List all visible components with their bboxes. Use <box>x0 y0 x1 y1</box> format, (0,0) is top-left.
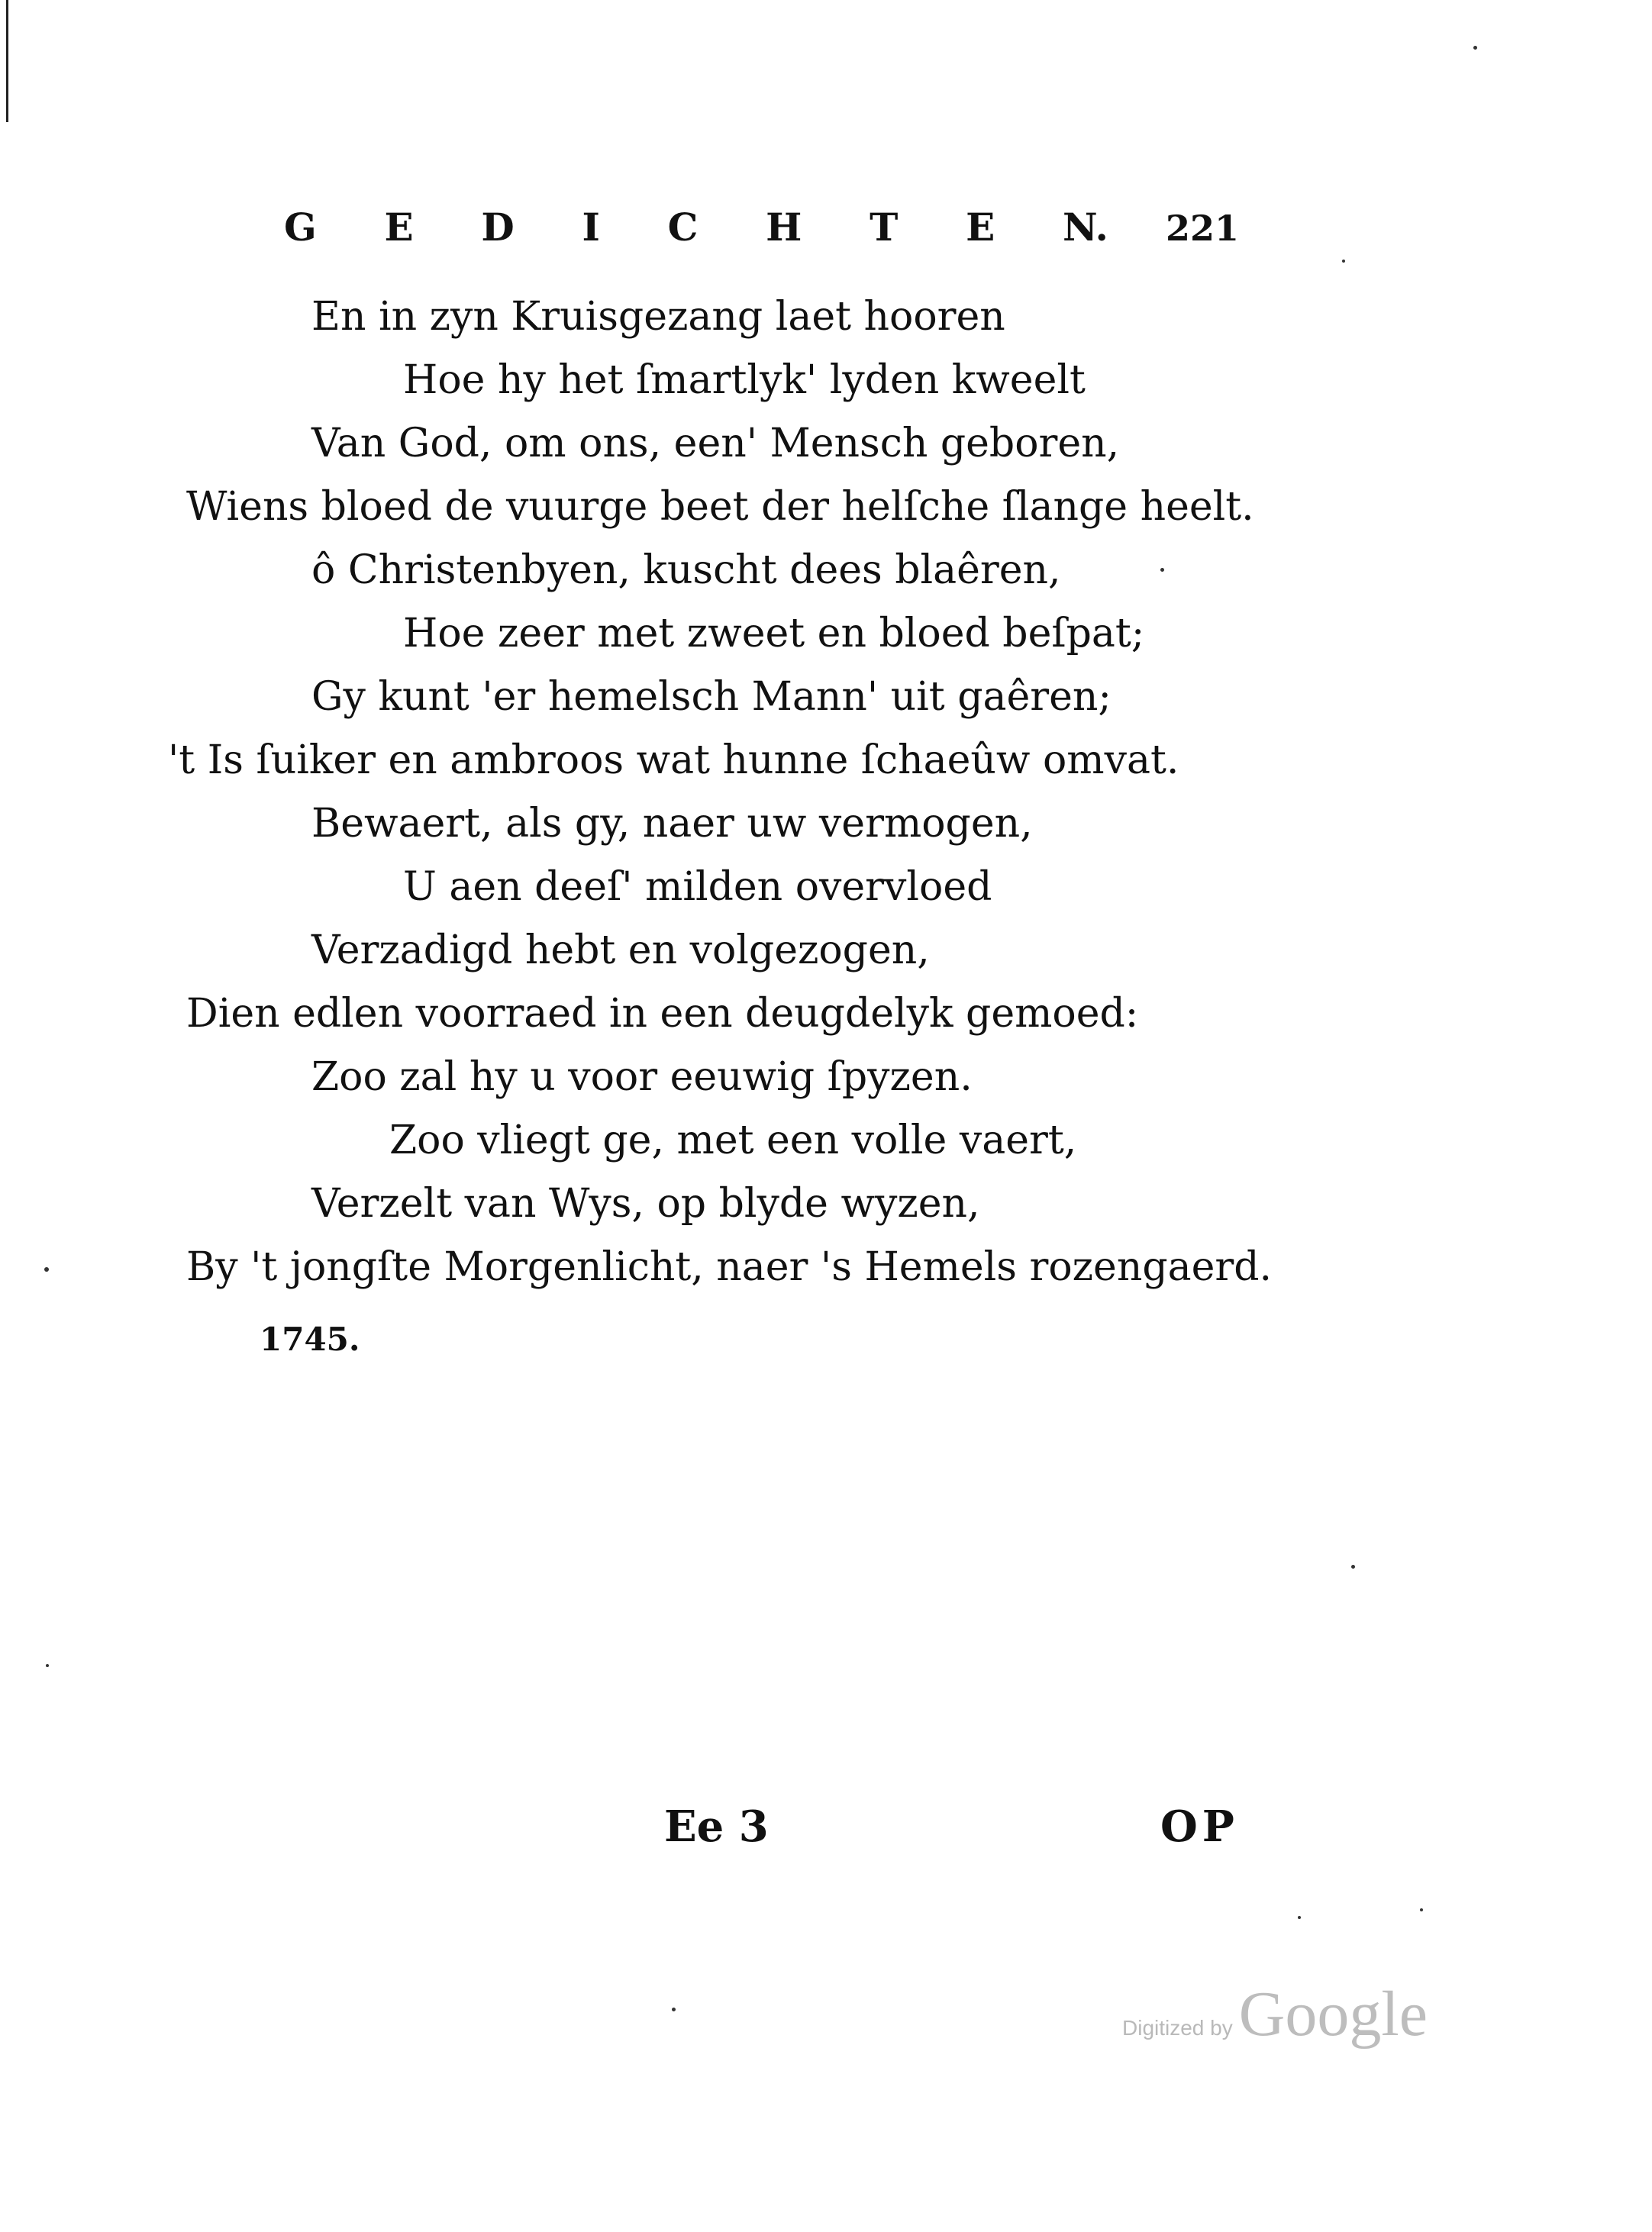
running-head-letter: I <box>582 205 600 250</box>
running-head-letter: T <box>870 205 899 250</box>
scan-speck <box>46 1664 49 1667</box>
catchword: OP <box>1160 1801 1239 1852</box>
scan-speck <box>1473 46 1477 50</box>
scan-speck <box>1342 260 1345 263</box>
poem-line: Verzadigd hebt en volgezogen, <box>311 927 930 973</box>
poem-line: Zoo vliegt ge, met een volle vaert, <box>389 1118 1077 1163</box>
scan-speck <box>672 2008 676 2011</box>
scan-speck <box>1160 568 1164 572</box>
running-head-letter: E <box>384 205 414 250</box>
poem-line: Zoo zal hy u voor eeuwig ſpyzen. <box>311 1054 973 1100</box>
page-edge-rule <box>6 0 8 122</box>
signature-mark: Ee 3 <box>664 1801 769 1852</box>
poem-line: U aen deeſ' milden overvloed <box>403 864 992 910</box>
digitization-watermark <box>1122 1977 1428 2051</box>
running-head-letter: G <box>284 205 317 250</box>
scan-speck <box>1351 1565 1355 1569</box>
poem-line: 't Is ſuiker en ambroos wat hunne ſchaeûw omvat. <box>168 737 1179 783</box>
scan-speck <box>44 1267 49 1272</box>
poem-line: Wiens bloed de vuurge beet der helſche ſlange heelt. <box>186 484 1254 530</box>
poem-line: Bewaert, als gy, naer uw vermogen, <box>311 801 1033 847</box>
scan-speck <box>1420 1908 1423 1911</box>
poem-line: Dien edlen voorraed in een deugdelyk gemoed: <box>186 991 1139 1037</box>
poem-line: ô Christenbyen, kuscht dees blaêren, <box>311 547 1061 593</box>
watermark-prefix: Digitized by <box>1122 2016 1233 2040</box>
poem-date: 1745. <box>260 1321 360 1358</box>
poem-line: By 't jongſte Morgenlicht, naer 's Hemels rozengaerd. <box>186 1244 1273 1290</box>
scan-speck <box>1298 1916 1301 1919</box>
running-head <box>284 205 1246 266</box>
poem-line: Hoe zeer met zweet en bloed beſpat; <box>403 611 1145 656</box>
page-number: 221 <box>1166 208 1240 249</box>
running-head-letter: E <box>966 205 995 250</box>
running-head-letter: D <box>481 205 515 250</box>
poem-line: Hoe hy het ſmartlyk' lyden kweelt <box>403 357 1086 403</box>
poem-line: Gy kunt 'er hemelsch Mann' uit gaêren; <box>311 674 1112 720</box>
poem-line: Van God, om ons, een' Mensch geboren, <box>311 421 1120 466</box>
poem-line: Verzelt van Wys, op blyde wyzen, <box>311 1181 980 1227</box>
google-logo: Google <box>1238 1979 1428 2050</box>
running-head-letter: H <box>766 205 802 250</box>
running-head-letter: N. <box>1062 205 1108 250</box>
running-head-title <box>284 205 1108 250</box>
poem-line: En in zyn Kruisgezang laet hooren <box>311 294 1005 340</box>
running-head-letter: C <box>667 205 699 250</box>
